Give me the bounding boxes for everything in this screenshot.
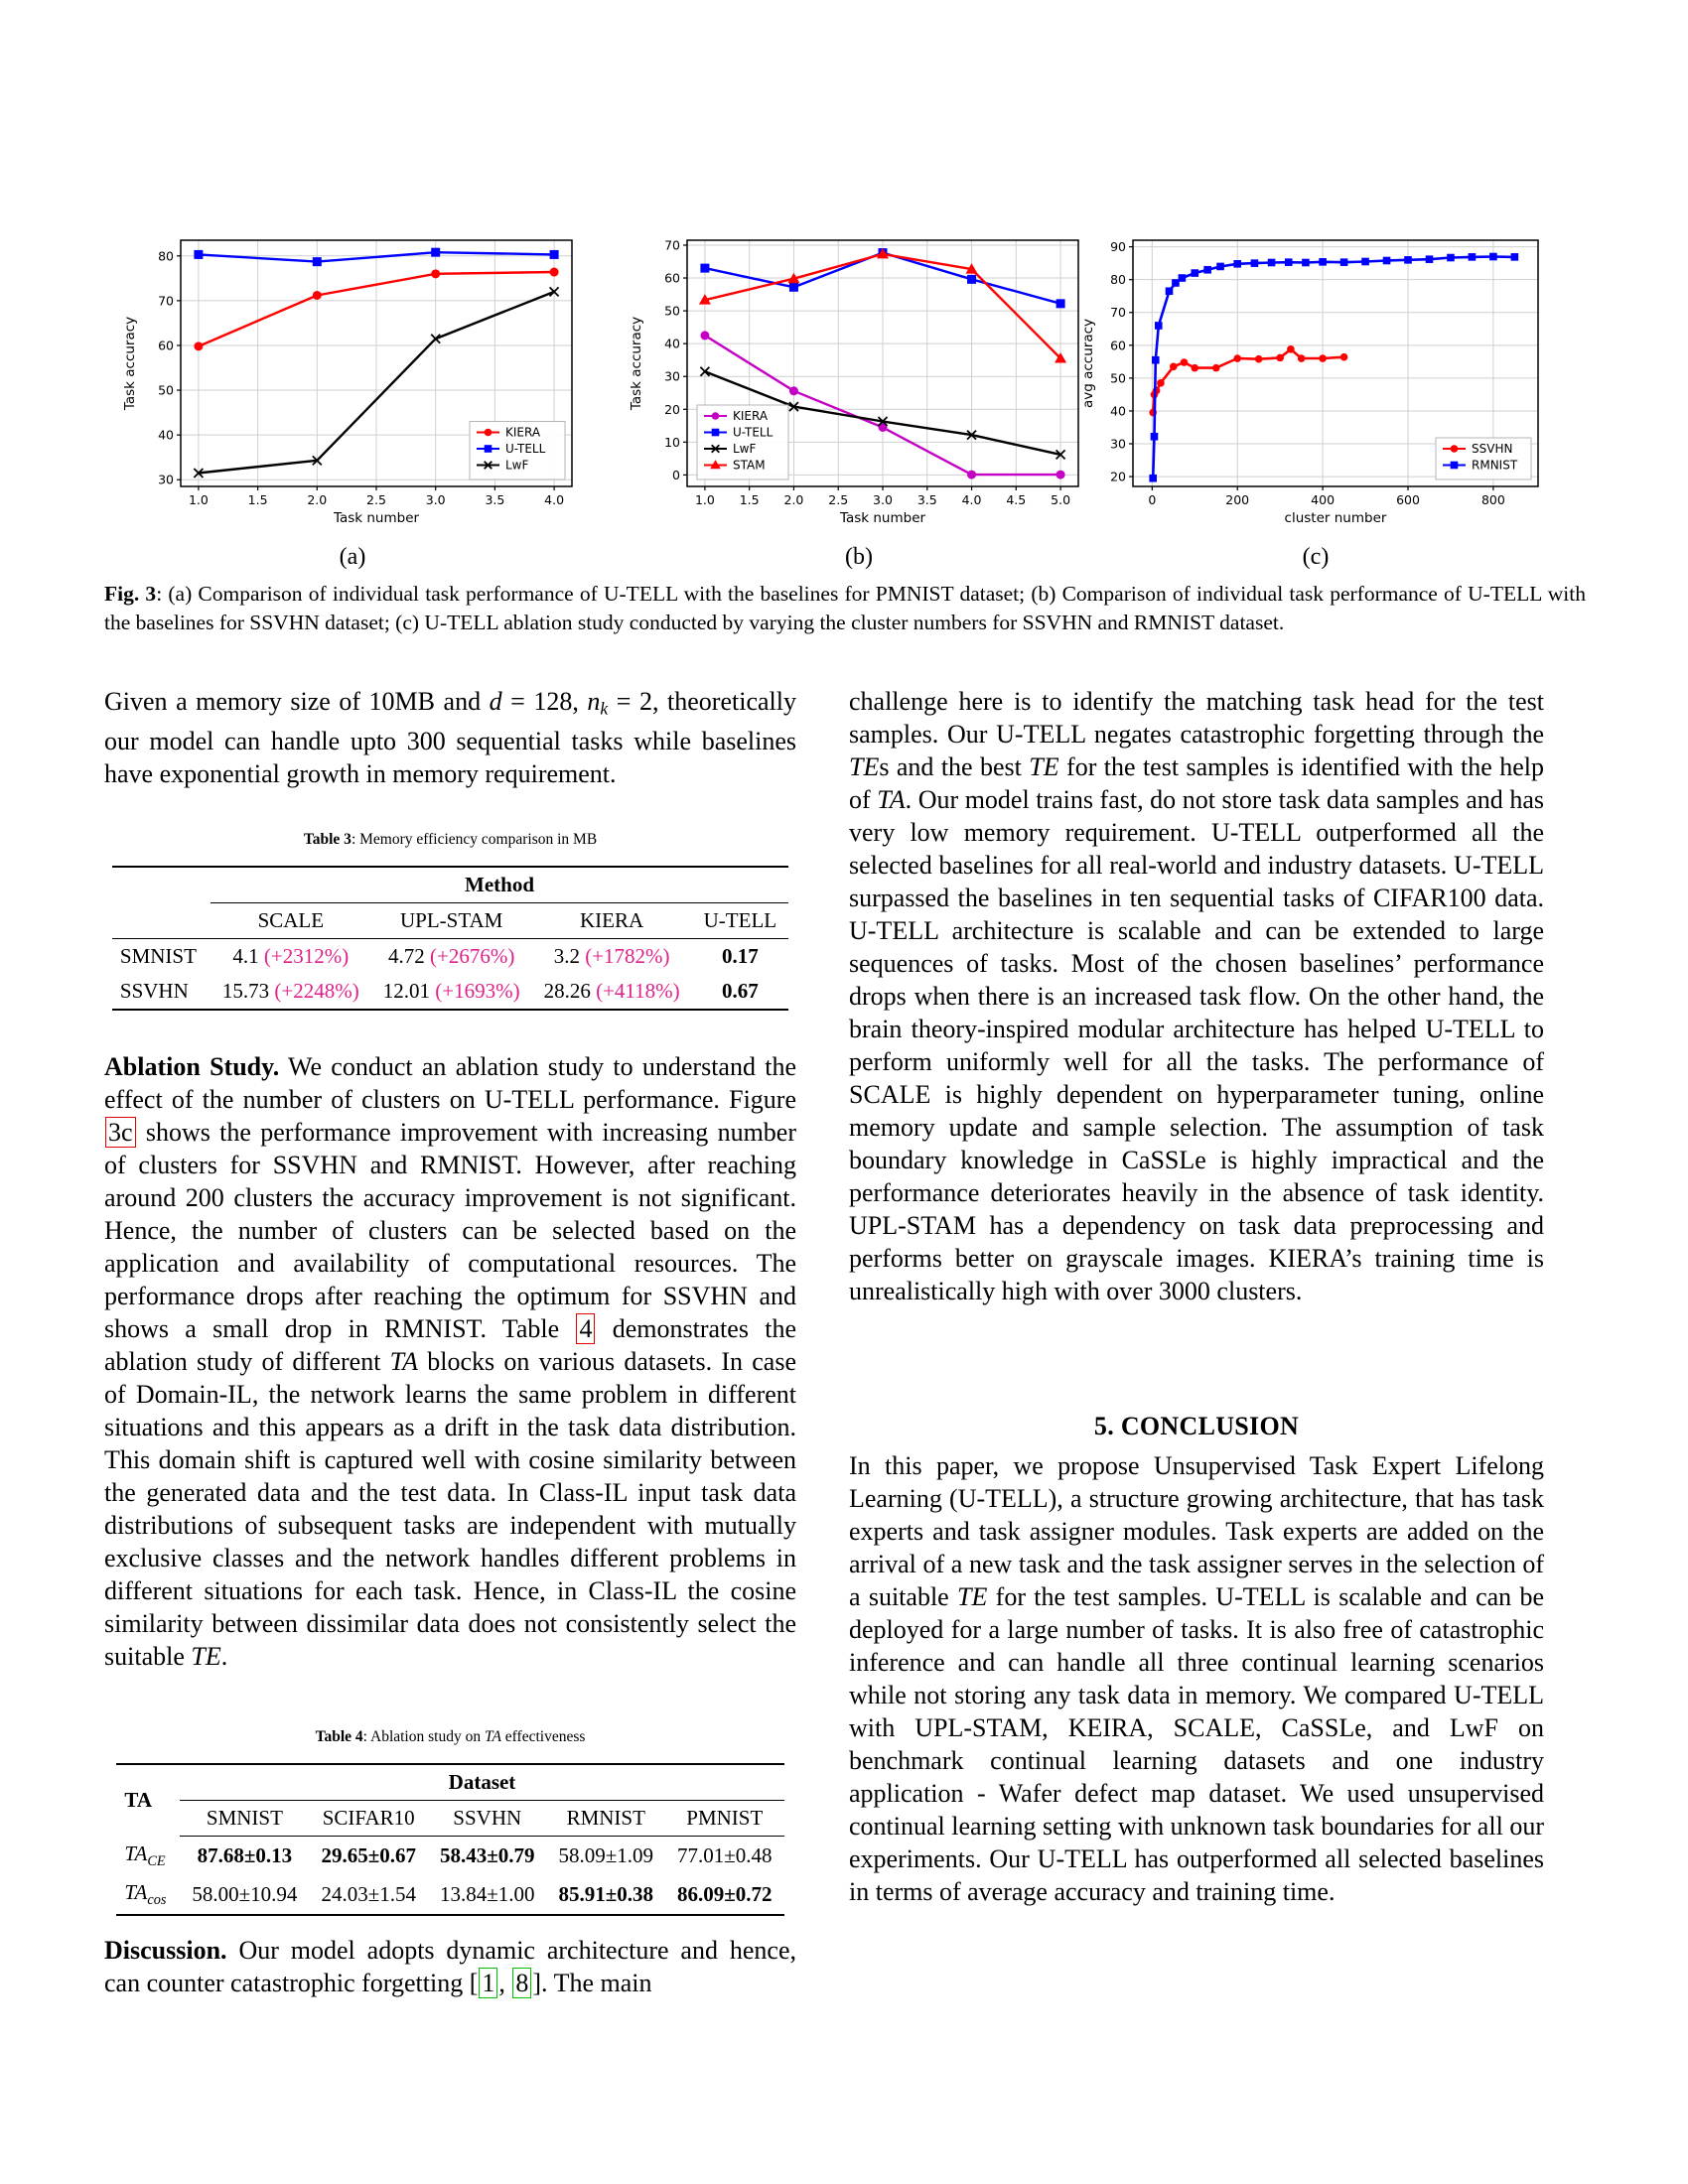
column-header: U-TELL bbox=[692, 903, 788, 939]
text-segment: = 2, theoretically our model can handle upto 300 sequential tasks while baselines have exponential growth in memory requirement. bbox=[104, 687, 796, 789]
svg-text:KIERA: KIERA bbox=[505, 425, 541, 440]
memory-overhead-pct: (+1782%) bbox=[585, 944, 670, 968]
svg-text:70: 70 bbox=[1110, 305, 1126, 321]
table4-caption bbox=[104, 1727, 796, 1747]
svg-text:50: 50 bbox=[664, 303, 680, 319]
memory-overhead-pct: (+2248%) bbox=[274, 979, 359, 1003]
svg-text:SSVHN: SSVHN bbox=[1472, 442, 1513, 456]
text-segment: = 128, bbox=[501, 687, 588, 716]
svg-text:Task number: Task number bbox=[839, 510, 926, 526]
table3-wrapper bbox=[104, 866, 796, 1011]
citation-link[interactable]: 1 bbox=[479, 1968, 497, 1998]
row-label: SMNIST bbox=[119, 944, 197, 968]
text-segment: : Memory efficiency comparison in MB bbox=[351, 831, 598, 848]
figure-caption bbox=[104, 580, 1586, 636]
svg-text:200: 200 bbox=[1225, 492, 1250, 507]
table-row: SMNIST 4.1 (+2312%) 4.72 (+2676%) 3.2 (+1782%) 0.17 bbox=[112, 939, 788, 975]
text-segment: d bbox=[489, 687, 502, 716]
row-label: SSVHN bbox=[112, 974, 211, 1010]
text-segment: n bbox=[587, 687, 601, 716]
table4-group-header: Dataset bbox=[180, 1764, 783, 1801]
text-segment: , bbox=[498, 1969, 512, 1997]
column-header: SMNIST bbox=[180, 1801, 309, 1837]
svg-text:STAM: STAM bbox=[733, 458, 766, 473]
text-segment: Fig. 3 bbox=[104, 582, 157, 606]
svg-text:2.5: 2.5 bbox=[366, 492, 386, 507]
text-segment: for the test samples is identified with the help of bbox=[849, 752, 1544, 814]
text-segment: Our model adopts dynamic architecture and hence, can counter catastrophic forgetting [ bbox=[104, 1936, 796, 1997]
svg-text:70: 70 bbox=[664, 237, 680, 253]
text-segment: TE bbox=[849, 752, 880, 781]
memory-overhead-pct: (+4118%) bbox=[596, 979, 680, 1003]
table-row bbox=[112, 903, 788, 939]
text-segment: TE bbox=[191, 1642, 221, 1671]
text-segment: : Ablation study on bbox=[362, 1728, 485, 1745]
text-segment: : (a) Comparison of individual task performance of U-TELL with the baselines for PMNIST dataset; (b) Comparison of individual task performance of U-TELL with the baselines for SSVHN dataset; (c) U-TELL ablation study conducted by varying the cluster numbers for SSVHN and RMNIST dataset. bbox=[104, 582, 1587, 634]
text-segment: Given a memory size of 10MB and bbox=[104, 687, 490, 716]
conclusion-heading: 5. CONCLUSION bbox=[1093, 1412, 1300, 1440]
text-segment: TA bbox=[877, 785, 906, 814]
svg-text:20: 20 bbox=[664, 401, 680, 417]
citation-link[interactable]: 8 bbox=[512, 1968, 531, 1998]
svg-text:80: 80 bbox=[1110, 272, 1126, 288]
subfigure-label-c: (c) bbox=[1302, 544, 1330, 570]
column-header: PMNIST bbox=[665, 1801, 784, 1837]
figure-ref-link[interactable]: 4 bbox=[576, 1313, 595, 1344]
ablation-study-paragraph bbox=[104, 1050, 796, 1673]
svg-text:Task number: Task number bbox=[333, 510, 420, 526]
text-segment: TE bbox=[957, 1582, 988, 1611]
svg-text:avg accuracy: avg accuracy bbox=[1080, 318, 1096, 409]
memory-efficiency-table bbox=[112, 866, 788, 1011]
svg-text:U-TELL: U-TELL bbox=[733, 425, 774, 440]
intro-paragraph bbox=[104, 685, 796, 790]
table3-corner-cell bbox=[112, 867, 211, 903]
svg-text:800: 800 bbox=[1480, 492, 1505, 507]
text-segment: k bbox=[600, 698, 609, 719]
text-segment: TE bbox=[1029, 752, 1059, 781]
svg-text:2.0: 2.0 bbox=[783, 492, 804, 507]
text-segment: TA bbox=[389, 1347, 419, 1376]
text-segment: Discussion. bbox=[104, 1936, 227, 1965]
svg-text:2.5: 2.5 bbox=[828, 492, 849, 507]
memory-overhead-pct: (+2312%) bbox=[263, 944, 350, 968]
table-row bbox=[116, 1764, 783, 1801]
table4-wrapper bbox=[104, 1763, 796, 1916]
svg-text:LwF: LwF bbox=[733, 442, 757, 456]
svg-text:1.0: 1.0 bbox=[188, 492, 209, 507]
text-segment: . bbox=[220, 1642, 228, 1671]
svg-text:1.5: 1.5 bbox=[247, 492, 268, 507]
svg-text:30: 30 bbox=[1110, 436, 1126, 452]
svg-text:40: 40 bbox=[664, 336, 680, 351]
text-segment: shows the performance improvement with increasing number of clusters for SSVHN and RMNIST. However, after reaching around 200 clusters the accuracy improvement is not significant. Hence, the number of clusters can be selected based on the application and availability of computational resources. The performance drops after reaching the optimum for SSVHN and shows a small drop in RMNIST. Table bbox=[104, 1118, 796, 1343]
svg-text:400: 400 bbox=[1311, 492, 1336, 507]
text-segment: ]. The main bbox=[532, 1969, 652, 1997]
svg-text:4.5: 4.5 bbox=[1006, 492, 1027, 507]
svg-text:20: 20 bbox=[1110, 469, 1126, 484]
svg-text:60: 60 bbox=[664, 270, 680, 286]
svg-text:600: 600 bbox=[1396, 492, 1420, 507]
text-segment: effectiveness bbox=[500, 1728, 586, 1745]
text-segment: We conduct an ablation study to understand the effect of the number of clusters on U-TELL performance. Figure bbox=[104, 1052, 796, 1114]
chart-ssvhn-task-accuracy bbox=[626, 230, 1092, 530]
svg-text:60: 60 bbox=[1110, 338, 1126, 353]
chart-pmnist-task-accuracy bbox=[119, 230, 586, 530]
row-label: $TA_{cos}$ bbox=[116, 1875, 180, 1915]
text-segment: Table 4 bbox=[315, 1728, 363, 1745]
table3-caption bbox=[104, 830, 796, 850]
table-row: $TA_{CE}$ 87.68±0.13 29.65±0.67 58.43±0.79 58.09±1.09 77.01±0.48 bbox=[116, 1837, 783, 1875]
svg-text:0: 0 bbox=[672, 467, 680, 482]
svg-text:50: 50 bbox=[158, 382, 174, 398]
column-header: SSVHN bbox=[428, 1801, 547, 1837]
text-segment: challenge here is to identify the matching task head for the test samples. Our U-TELL negates catastrophic forgetting through the bbox=[849, 687, 1544, 749]
row-label: $TA_{CE}$ bbox=[124, 1841, 166, 1869]
text-segment: Ablation Study. bbox=[104, 1052, 280, 1081]
text-segment: for the test samples. U-TELL is scalable and can be deployed for a large number of tasks. It is also free of catastrophic inference and can handle all three continual learning scenarios while not storing any task data in memory. We compared U-TELL with UPL-STAM, KEIRA, SCALE, CaSSLe, and LwF on benchmark continual learning datasets and one industry application - Wafer defect map dataset. We used unsupervised continual learning setting with unknown task boundaries for all our experiments. Our U-TELL has outperformed all selected baselines in terms of average accuracy and training time. bbox=[849, 1582, 1544, 1906]
svg-text:50: 50 bbox=[1110, 370, 1126, 386]
svg-text:LwF: LwF bbox=[505, 458, 529, 473]
results-discussion-paragraph bbox=[849, 685, 1544, 1307]
svg-text:KIERA: KIERA bbox=[733, 409, 769, 423]
column-header: UPL-STAM bbox=[371, 903, 532, 939]
table-row: SSVHN 15.73 (+2248%) 12.01 (+1693%) 28.26 (+4118%) 0.67 bbox=[112, 974, 788, 1010]
table-row bbox=[116, 1801, 783, 1837]
column-header: SCIFAR10 bbox=[309, 1801, 428, 1837]
subfigure-label-a: (a) bbox=[339, 544, 366, 570]
memory-overhead-pct: (+1693%) bbox=[435, 979, 520, 1003]
text-segment: TA bbox=[484, 1728, 501, 1745]
svg-text:1.0: 1.0 bbox=[694, 492, 715, 507]
table-row: $TA_{cos}$ 58.00±10.94 24.03±1.54 13.84±1.00 85.91±0.38 86.09±0.72 bbox=[116, 1875, 783, 1915]
svg-text:3.5: 3.5 bbox=[485, 492, 505, 507]
svg-text:5.0: 5.0 bbox=[1051, 492, 1071, 507]
svg-text:60: 60 bbox=[158, 338, 174, 353]
text-segment: s and the best bbox=[879, 752, 1030, 781]
text-segment: In this paper, we propose Unsupervised Task Expert Lifelong Learning (U-TELL), a structure growing architecture, that has task experts and task assigner modules. Task experts are added on the arrival of a new task and the task assigner serves in the selection of a suitable bbox=[849, 1451, 1544, 1611]
svg-text:10: 10 bbox=[664, 434, 680, 450]
text-segment: . Our model trains fast, do not store task data samples and has very low memory requirement. U-TELL outperformed all the selected baselines for all real-world and industry datasets. U-TELL surpassed the baselines in ten sequential tasks of CIFAR100 data. U-TELL architecture is scalable and can be extended to large sequences of tasks. Most of the chosen baselines’ performance drops when there is an increased task flow. On the other hand, the brain theory-inspired modular architecture has helped U-TELL to perform uniformly well for all the tasks. The performance of SCALE is highly dependent on hyperparameter tuning, online memory update and sample selection. The assumption of task boundary knowledge in CaSSLe is highly impractical and the performance deteriorates heavily in the absence of task identity. UPL-STAM has a dependency on task data preprocessing and performs better on grayscale images. KIERA’s training time is unrealistically high with over 3000 clusters. bbox=[849, 785, 1544, 1305]
svg-text:1.5: 1.5 bbox=[739, 492, 760, 507]
chart-cluster-ablation bbox=[1077, 230, 1554, 530]
table3-group-header: Method bbox=[211, 867, 788, 903]
svg-text:Task accuracy: Task accuracy bbox=[122, 316, 138, 411]
column-header: RMNIST bbox=[547, 1801, 666, 1837]
column-header: SCALE bbox=[211, 903, 371, 939]
text-segment: demonstrates the ablation study of different bbox=[104, 1314, 796, 1376]
svg-text:cluster number: cluster number bbox=[1284, 510, 1387, 526]
text-segment: blocks on various datasets. In case of Domain-IL, the network learns the same problem in different situations and this appears as a drift in the task data distribution. This domain shift is captured well with cosine similarity between the generated data and the test data. In Class-IL input task data distributions of subsequent tasks are independent with mutually exclusive classes and the network handles different problems in different situations for each task. Hence, in Class-IL the cosine similarity between dissimilar data does not consistently select the suitable bbox=[104, 1347, 796, 1671]
svg-text:40: 40 bbox=[158, 427, 174, 443]
discussion-paragraph bbox=[104, 1934, 796, 1999]
column-header: KIERA bbox=[532, 903, 692, 939]
svg-text:RMNIST: RMNIST bbox=[1472, 458, 1518, 473]
text-segment: Table 3 bbox=[303, 831, 352, 848]
svg-text:2.0: 2.0 bbox=[307, 492, 328, 507]
svg-text:30: 30 bbox=[158, 472, 174, 487]
svg-text:3.0: 3.0 bbox=[873, 492, 893, 507]
svg-text:4.0: 4.0 bbox=[961, 492, 982, 507]
conclusion-paragraph bbox=[849, 1449, 1544, 1908]
svg-text:4.0: 4.0 bbox=[544, 492, 565, 507]
memory-overhead-pct: (+2676%) bbox=[430, 944, 515, 968]
svg-text:3.0: 3.0 bbox=[425, 492, 446, 507]
table4-row-header: TA bbox=[116, 1764, 180, 1837]
svg-text:U-TELL: U-TELL bbox=[505, 442, 546, 456]
svg-text:70: 70 bbox=[158, 293, 174, 309]
figure-ref-link[interactable]: 3c bbox=[105, 1117, 136, 1148]
svg-text:Task accuracy: Task accuracy bbox=[629, 316, 644, 411]
svg-text:90: 90 bbox=[1110, 239, 1126, 255]
svg-text:0: 0 bbox=[1148, 492, 1157, 507]
svg-text:3.5: 3.5 bbox=[916, 492, 937, 507]
subfigure-label-b: (b) bbox=[845, 544, 873, 570]
ta-ablation-table bbox=[116, 1763, 783, 1916]
svg-text:80: 80 bbox=[158, 248, 174, 264]
svg-text:40: 40 bbox=[1110, 403, 1126, 419]
table-row bbox=[112, 867, 788, 903]
svg-text:30: 30 bbox=[664, 368, 680, 384]
